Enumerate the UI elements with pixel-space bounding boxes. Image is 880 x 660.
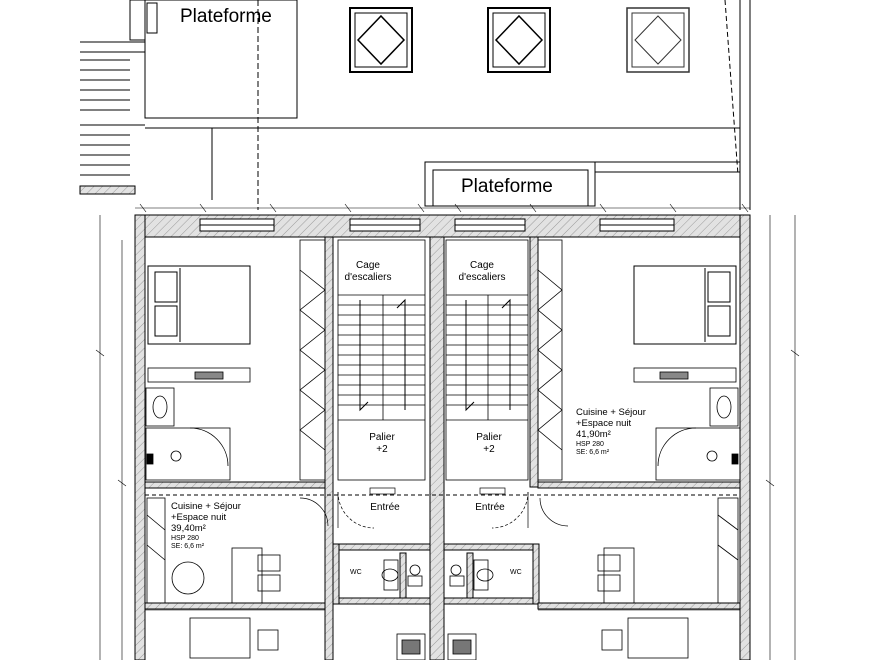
skylight-2: [488, 8, 550, 72]
bathroom-right: [656, 388, 740, 480]
unit-left-info: [171, 502, 241, 551]
bed-left: [148, 266, 250, 344]
landing-right-label: Palier +2: [476, 432, 502, 455]
entry-right-label: Entrée: [475, 502, 505, 513]
entry-left-label: Entrée: [370, 502, 400, 513]
upper-platform-area: [80, 0, 750, 210]
kitchen-left: [148, 368, 250, 382]
skylight-1: [350, 8, 412, 72]
wardrobe-right: [538, 240, 562, 480]
bed-right: [634, 266, 736, 344]
unit-left-name: Cuisine + Séjour +Espace nuit: [171, 501, 241, 523]
wardrobe-bottom-left: [147, 498, 165, 603]
landing-left-label: Palier +2: [369, 432, 395, 455]
top-dimension-line: [135, 204, 750, 212]
unit-right-name: Cuisine + Séjour +Espace nuit: [576, 407, 646, 429]
platform-top-label: Plateforme: [180, 6, 272, 27]
interior-walls: [145, 237, 740, 660]
unit-left-se: SE: 6,6 m²: [171, 542, 205, 550]
wc-left-label: WC: [350, 569, 362, 576]
bathroom-left: [146, 388, 230, 480]
unit-right-info: [576, 408, 646, 457]
wardrobe-bottom-right: [718, 498, 738, 603]
kitchen-right: [634, 368, 736, 382]
unit-left-area: 39,40m²: [171, 522, 206, 534]
unit-left-hsp: HSP 280: [171, 534, 199, 542]
unit-right-area: 41,90m²: [576, 428, 611, 440]
unit-right-se: SE: 6,6 m²: [576, 448, 610, 456]
platform-mid-label: Plateforme: [461, 176, 553, 197]
skylight-3: [627, 8, 689, 72]
unit-right-hsp: HSP 280: [576, 440, 604, 448]
side-dimensions: [96, 215, 799, 660]
stair-left-label: Cage d'escaliers: [344, 260, 392, 283]
stair-right-label: Cage d'escaliers: [458, 260, 506, 283]
wc-right-label: WC: [510, 569, 522, 576]
wardrobe-left: [300, 240, 325, 480]
